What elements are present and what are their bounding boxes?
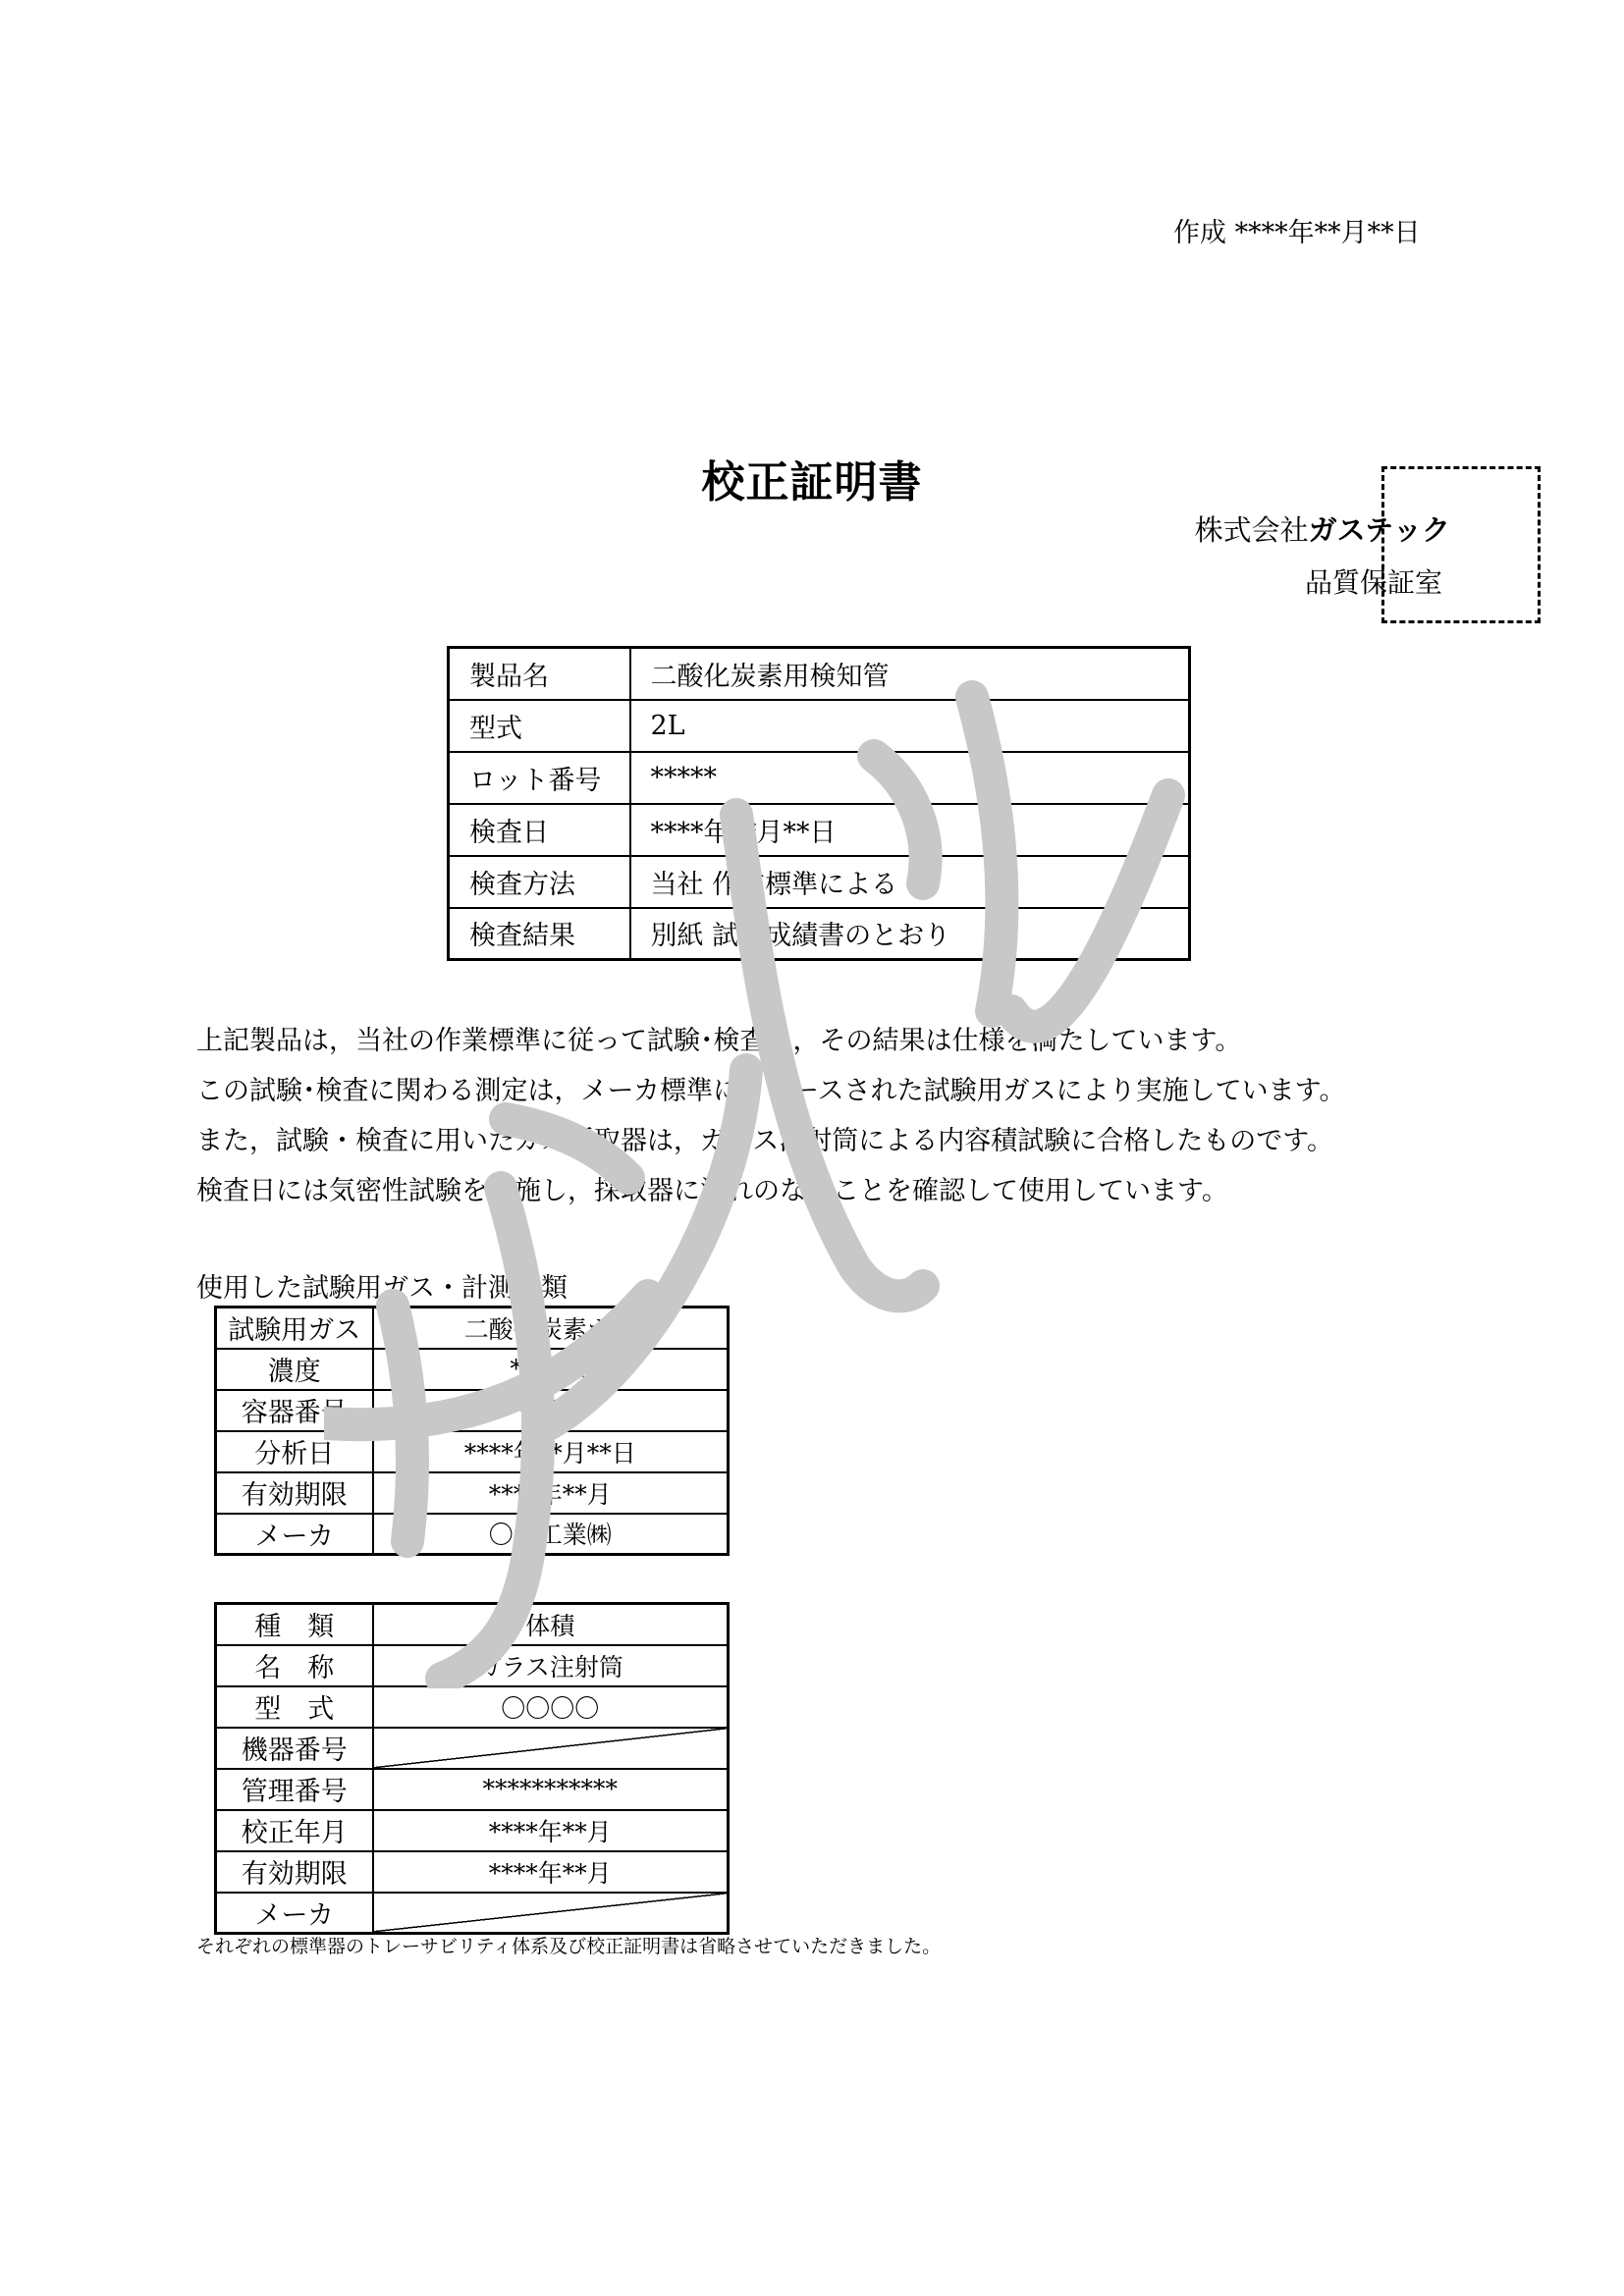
row-value: *.***% xyxy=(373,1349,729,1390)
row-label: 検査結果 xyxy=(449,908,630,960)
product-table xyxy=(447,646,1191,961)
table-row xyxy=(216,1349,729,1390)
row-value: ****年**月 xyxy=(373,1810,729,1851)
statement-line: 上記製品は，当社の作業標準に従って試験･検査し，その結果は仕様を満たしています。 xyxy=(196,1026,1242,1056)
row-label: 試験用ガス xyxy=(216,1308,373,1349)
row-value: ****年**月**日 xyxy=(630,804,1190,856)
table-row xyxy=(216,1851,729,1893)
row-label: 有効期限 xyxy=(216,1472,373,1514)
row-value: ****年**月**日 xyxy=(373,1431,729,1472)
table-row xyxy=(449,856,1190,908)
row-label: 管理番号 xyxy=(216,1769,373,1810)
test-gas-table xyxy=(214,1306,730,1556)
table-row xyxy=(216,1686,729,1728)
empty-slashed-cell xyxy=(373,1728,729,1769)
row-label: 校正年月 xyxy=(216,1810,373,1851)
row-label: 名 称 xyxy=(216,1645,373,1686)
table-row xyxy=(449,908,1190,960)
created-date: 作成 ****年**月**日 xyxy=(1173,218,1421,248)
row-value: 2L xyxy=(630,700,1190,752)
statement-line: 検査日には気密性試験を実施し，採取器に漏れのないことを確認して使用しています。 xyxy=(196,1176,1228,1206)
row-value: 二酸化炭素ガス xyxy=(373,1308,729,1349)
table-row xyxy=(449,700,1190,752)
row-value: 別紙 試験成績書のとおり xyxy=(630,908,1190,960)
row-label: 有効期限 xyxy=(216,1851,373,1893)
gas-sampler-table xyxy=(214,1602,730,1935)
row-value: 体積 xyxy=(373,1604,729,1645)
footnote: それぞれの標準器のトレーサビリティ体系及び校正証明書は省略させていただきました。 xyxy=(196,1936,942,1957)
row-label: ロット番号 xyxy=(449,752,630,804)
statement-paragraph xyxy=(196,1016,1345,1216)
row-label: 型式 xyxy=(449,700,630,752)
row-value: 当社 作業標準による xyxy=(630,856,1190,908)
document-title: 校正証明書 xyxy=(701,457,923,507)
table-row xyxy=(216,1728,729,1769)
table-row xyxy=(216,1472,729,1514)
table-row xyxy=(216,1893,729,1934)
company-brand: ガステック xyxy=(1308,513,1450,547)
row-value: *********** xyxy=(373,1769,729,1810)
table-row xyxy=(216,1431,729,1472)
gas-section-caption: 使用した試験用ガス・計測器類 xyxy=(196,1273,568,1304)
statement-line: また，試験・検査に用いたガス採取器は，ガラス注射筒による内容積試験に合格したものです。 xyxy=(196,1126,1334,1156)
table-row xyxy=(216,1769,729,1810)
row-label: 検査方法 xyxy=(449,856,630,908)
row-label: 検査日 xyxy=(449,804,630,856)
row-value: ****年**月 xyxy=(373,1851,729,1893)
row-label: 容器番号 xyxy=(216,1390,373,1431)
table-row xyxy=(449,648,1190,700)
table-row xyxy=(449,752,1190,804)
row-label: 型 式 xyxy=(216,1686,373,1728)
row-value: ガラス注射筒 xyxy=(373,1645,729,1686)
statement-line: この試験･検査に関わる測定は，メーカ標準にトレースされた試験用ガスにより実施しています。 xyxy=(196,1076,1346,1106)
row-label: 種 類 xyxy=(216,1604,373,1645)
row-label: 機器番号 xyxy=(216,1728,373,1769)
seal-placeholder xyxy=(1381,466,1541,623)
row-value: ****年**月 xyxy=(373,1472,729,1514)
row-value: 〇〇〇〇 xyxy=(373,1686,729,1728)
table-row xyxy=(216,1308,729,1349)
issuer-department: 品質保証室 xyxy=(1304,566,1442,599)
row-label: 濃度 xyxy=(216,1349,373,1390)
table-row xyxy=(216,1604,729,1645)
row-label: メーカ xyxy=(216,1514,373,1555)
table-row xyxy=(216,1645,729,1686)
empty-slashed-cell xyxy=(373,1893,729,1934)
row-value: ***** xyxy=(630,752,1190,804)
table-row xyxy=(216,1810,729,1851)
row-value: 〇〇工業㈱ xyxy=(373,1514,729,1555)
table-row xyxy=(449,804,1190,856)
table-row xyxy=(216,1514,729,1555)
row-label: メーカ xyxy=(216,1893,373,1934)
row-label: 製品名 xyxy=(449,648,630,700)
table-row xyxy=(216,1390,729,1431)
company-prefix: 株式会社 xyxy=(1194,513,1309,547)
row-label: 分析日 xyxy=(216,1431,373,1472)
row-value: *** **** xyxy=(373,1390,729,1431)
row-value: 二酸化炭素用検知管 xyxy=(630,648,1190,700)
